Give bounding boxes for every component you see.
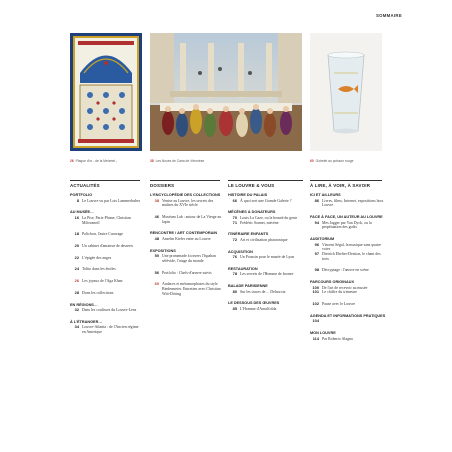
- entry-title: Mes Jagger par Van Dyck, ou la perpétuation des goûts: [322, 220, 372, 230]
- section-title: AU MUSÉE…: [70, 210, 94, 215]
- page-number: 98: [314, 267, 319, 273]
- column-heading: ACTUALITÉS: [70, 183, 100, 188]
- toc-entry[interactable]: [310, 268, 386, 273]
- entry-title: Louvre-Atlanta : de l'Ancien régime en Amerique: [82, 325, 139, 335]
- page-number: 100: [312, 284, 319, 290]
- page-number: 22: [74, 254, 79, 260]
- toc-entry[interactable]: [310, 290, 386, 295]
- page-number: 48: [154, 236, 159, 241]
- toc-block: [150, 231, 222, 241]
- column-a-lire: [310, 193, 386, 348]
- toc-entry[interactable]: [310, 252, 386, 261]
- page-number: 71: [232, 219, 237, 225]
- page-number: 102: [312, 301, 319, 307]
- toc-entry[interactable]: [70, 216, 142, 225]
- toc-entry[interactable]: [150, 199, 222, 208]
- toc-entry[interactable]: [70, 267, 142, 272]
- toc-entry[interactable]: [310, 337, 386, 342]
- toc-block: [228, 232, 304, 242]
- page-number: 78: [232, 271, 237, 277]
- page-number: 32: [74, 307, 79, 313]
- toc-entry[interactable]: [70, 244, 142, 249]
- toc-block: [228, 301, 304, 311]
- toc-entry[interactable]: [150, 282, 222, 296]
- entry-title: L'épigée des anges: [82, 255, 112, 260]
- section-title: ACQUISITION: [228, 249, 253, 254]
- column-heading: À LIRE, À VOIR, À SAVOIR: [310, 183, 371, 188]
- toc-block: [310, 193, 386, 208]
- page-number: 72: [232, 236, 237, 242]
- toc-block: [310, 268, 386, 273]
- entry-title: Tolito dans les étoiles: [82, 267, 116, 272]
- plaque-image: [70, 33, 142, 151]
- entry-title: Le chiffre du trimestre: [322, 290, 358, 295]
- toc-block: [228, 250, 304, 260]
- toc-entry[interactable]: [70, 279, 142, 284]
- toc-block: [70, 232, 142, 237]
- entry-title: Le Louvre vu par Lois Lammerhuber: [82, 198, 141, 203]
- goblet-image: [310, 33, 382, 151]
- toc-entry[interactable]: [70, 325, 142, 334]
- section-title: À L'ÉTRANGER…: [70, 319, 103, 324]
- toc-block: [150, 193, 222, 208]
- page-number: 94: [314, 219, 319, 225]
- toc-block: [310, 237, 386, 261]
- entry-title: Art et civilisation pharaonique: [240, 237, 288, 242]
- toc-block: [150, 215, 222, 224]
- toc-block: [150, 249, 222, 264]
- page-number: 26: [74, 278, 79, 284]
- section-title: PORTFOLIO: [70, 193, 93, 197]
- toc-entry[interactable]: [228, 221, 304, 226]
- section-title: PARCOURS ORIGINAUX: [310, 280, 355, 285]
- page-number: 85: [232, 306, 237, 312]
- page-number: 38: [154, 197, 159, 203]
- entry-title: [322, 319, 386, 324]
- page-number: 101: [312, 289, 319, 295]
- toc-entry[interactable]: [228, 255, 304, 260]
- toc-entry[interactable]: [228, 272, 304, 277]
- toc-entry[interactable]: [228, 238, 304, 243]
- toc-block: [228, 193, 304, 203]
- page-number: 20: [74, 243, 79, 248]
- section-title: MON LOUVRE: [310, 331, 336, 336]
- entry-title: À quoi sert une Grande Galerie ?: [240, 198, 292, 203]
- page-number: 60: [154, 281, 159, 287]
- section-title: ITINÉRAIRE ENFANTS: [228, 232, 269, 237]
- toc-block: [70, 279, 142, 284]
- section-title: ICI ET AILLEURS: [310, 193, 341, 197]
- column-actualites: [70, 193, 142, 342]
- section-title: LE DESSOUS DES ŒUVRES: [228, 301, 280, 306]
- page-number: 16: [74, 214, 79, 220]
- toc-entry[interactable]: [310, 221, 386, 230]
- entry-title: Muséum Lab : autour de La Vierge au lapin: [162, 215, 222, 224]
- column-dossiers: [150, 193, 222, 304]
- toc-entry[interactable]: [150, 237, 222, 242]
- image-caption: 38 Les Noces de Cana de Véronèse: [150, 159, 205, 163]
- entry-title: Dons les collections: [82, 290, 114, 295]
- toc-entry[interactable]: [70, 256, 142, 261]
- page-title: SOMMAIRE: [375, 13, 402, 18]
- page-number: 8: [76, 197, 79, 203]
- column-heading: LE LOUVRE & VOUS: [228, 183, 275, 188]
- toc-block: [310, 280, 386, 295]
- page-number: 46: [154, 214, 159, 219]
- entry-title: De l'art de recevoir au musée: [322, 285, 368, 290]
- toc-block: [70, 267, 142, 272]
- column-rule: [150, 180, 220, 181]
- toc-block: [310, 302, 386, 307]
- toc-block: [70, 291, 142, 296]
- painting-image: [150, 33, 302, 151]
- toc-block: [70, 193, 142, 203]
- toc-block: [70, 256, 142, 261]
- entry-title: Livres, films, Internet, expositions hors Louvre: [322, 198, 384, 208]
- section-title: EXPOSITIONS: [150, 248, 176, 253]
- page-number: 66: [232, 197, 237, 203]
- toc-entry[interactable]: [228, 290, 304, 295]
- toc-entry[interactable]: [70, 199, 142, 204]
- page-number: 34: [74, 324, 79, 330]
- toc-block: [70, 320, 142, 335]
- section-title: MÉCÈNES & DONATEURS: [228, 210, 276, 215]
- toc-entry[interactable]: [310, 199, 386, 208]
- page-number: 24: [74, 266, 79, 272]
- entry-title: Un cabinet d'amateur de desserts: [82, 244, 134, 248]
- entry-title: Dietrich Ebelter-Destion, le chant des trois: [322, 252, 381, 261]
- toc-entry[interactable]: [150, 271, 222, 276]
- page-number: 80: [232, 288, 237, 294]
- column-rule: [228, 180, 303, 181]
- section-title: BALADE PARISIENNE: [228, 284, 268, 289]
- toc-block: [228, 210, 304, 225]
- entry-title: L'Homme d'Arnolfolda: [240, 307, 277, 312]
- entry-title: Louis La Caze, ou la beauté du geste: [240, 215, 298, 220]
- page-number: 28: [74, 289, 79, 295]
- column-rule: [310, 180, 382, 181]
- entry-title: Un Poussin pour le musée de Lyon: [240, 255, 295, 260]
- page-number: 97: [314, 251, 319, 256]
- toc-entry[interactable]: [228, 199, 304, 204]
- toc-block: [70, 303, 142, 313]
- section-title: RENCONTRE / ART CONTEMPORAIN: [150, 231, 218, 236]
- column-heading: DOSSIERS: [150, 183, 175, 188]
- page-number: 56: [154, 269, 159, 275]
- page-number: 76: [232, 254, 237, 260]
- entry-title: Les secrets de l'Homme de bronze: [240, 272, 294, 277]
- section-title: AUDITORIUM: [310, 237, 335, 241]
- page-number: 70: [232, 214, 237, 220]
- toc-block: [310, 215, 386, 230]
- toc-block: [228, 267, 304, 277]
- section-title: RESTAURATION: [228, 266, 258, 271]
- entry-title: Décryptage : l'œuvre en scène: [322, 268, 369, 273]
- entry-title: Une promenade à travers l'Ispahan séfévide, l'otage du monde: [162, 254, 216, 263]
- entry-title: Les joyaux de l'Aga Khan: [82, 279, 123, 284]
- toc-block: [310, 314, 386, 324]
- toc-entry[interactable]: [228, 307, 304, 312]
- entry-title: Polichon, l'autre Caravage: [82, 232, 123, 237]
- page-number: 96: [314, 241, 319, 247]
- toc-entry[interactable]: [70, 308, 142, 313]
- entry-title: La Pise, Paris-Plume, Christian Milovanoff: [82, 215, 131, 225]
- section-title: AGENDA ET INFORMATIONS PRATIQUES: [310, 313, 386, 318]
- entry-title: Audaces et métamorphoses du style Biedermeier. Entretien avec Christian Witt-Döring: [162, 282, 221, 296]
- toc-block: [150, 271, 222, 276]
- entry-title: Par Roberto Alagna: [322, 336, 353, 341]
- entry-title: Venise au Louvre, les secrets des maîtres du XVIe siècle: [162, 198, 214, 208]
- section-title: HISTOIRE DU PALAIS: [228, 193, 268, 197]
- entry-title: Dans les coulisses du Louvre-Lens: [82, 308, 137, 313]
- page-number: 18: [74, 231, 79, 237]
- entry-title: Frédéric Sonnet, mécène: [240, 220, 279, 225]
- page-number: 50: [154, 253, 159, 259]
- entry-title: Anselm Kiefer entre au Louvre: [162, 237, 211, 241]
- column-rule: [70, 180, 140, 181]
- entry-title: Portfolio : Chefs-d'œuvre suivis: [162, 270, 212, 275]
- toc-block: [70, 244, 142, 249]
- page-number: 114: [312, 335, 319, 341]
- entry-title: Sur les traces de… Delacroix: [240, 289, 286, 294]
- section-title: L'ENCYCLOPÉDIE DES COLLECTIONS: [150, 193, 221, 197]
- entry-title: Vincent Ségal, la musique sans quatre voies: [322, 242, 381, 252]
- toc-entry[interactable]: [70, 291, 142, 296]
- toc-block: [310, 331, 386, 341]
- toc-entry[interactable]: [310, 243, 386, 252]
- toc-entry[interactable]: [310, 319, 386, 324]
- toc-block: [150, 282, 222, 296]
- image-caption: 26 Plaque d'or - de la Mehmet -: [70, 159, 118, 163]
- toc-entry[interactable]: [150, 215, 222, 224]
- image-caption: 60 Gobelet au poisson rouge: [310, 159, 354, 163]
- column-louvre-vous: [228, 193, 304, 319]
- toc-entry[interactable]: [70, 232, 142, 237]
- toc-block: [70, 210, 142, 225]
- toc-entry[interactable]: [150, 254, 222, 263]
- section-title: EN RÉGIONS…: [70, 302, 98, 307]
- page-number: 86: [314, 197, 319, 203]
- entry-title: Pause avec le Louvre: [322, 302, 356, 307]
- page-number: 104: [312, 318, 319, 324]
- toc-entry[interactable]: [310, 302, 386, 307]
- toc-block: [228, 284, 304, 294]
- section-title: FACE À FACE, UN AUTEUR AU LOUVRE: [310, 215, 383, 219]
